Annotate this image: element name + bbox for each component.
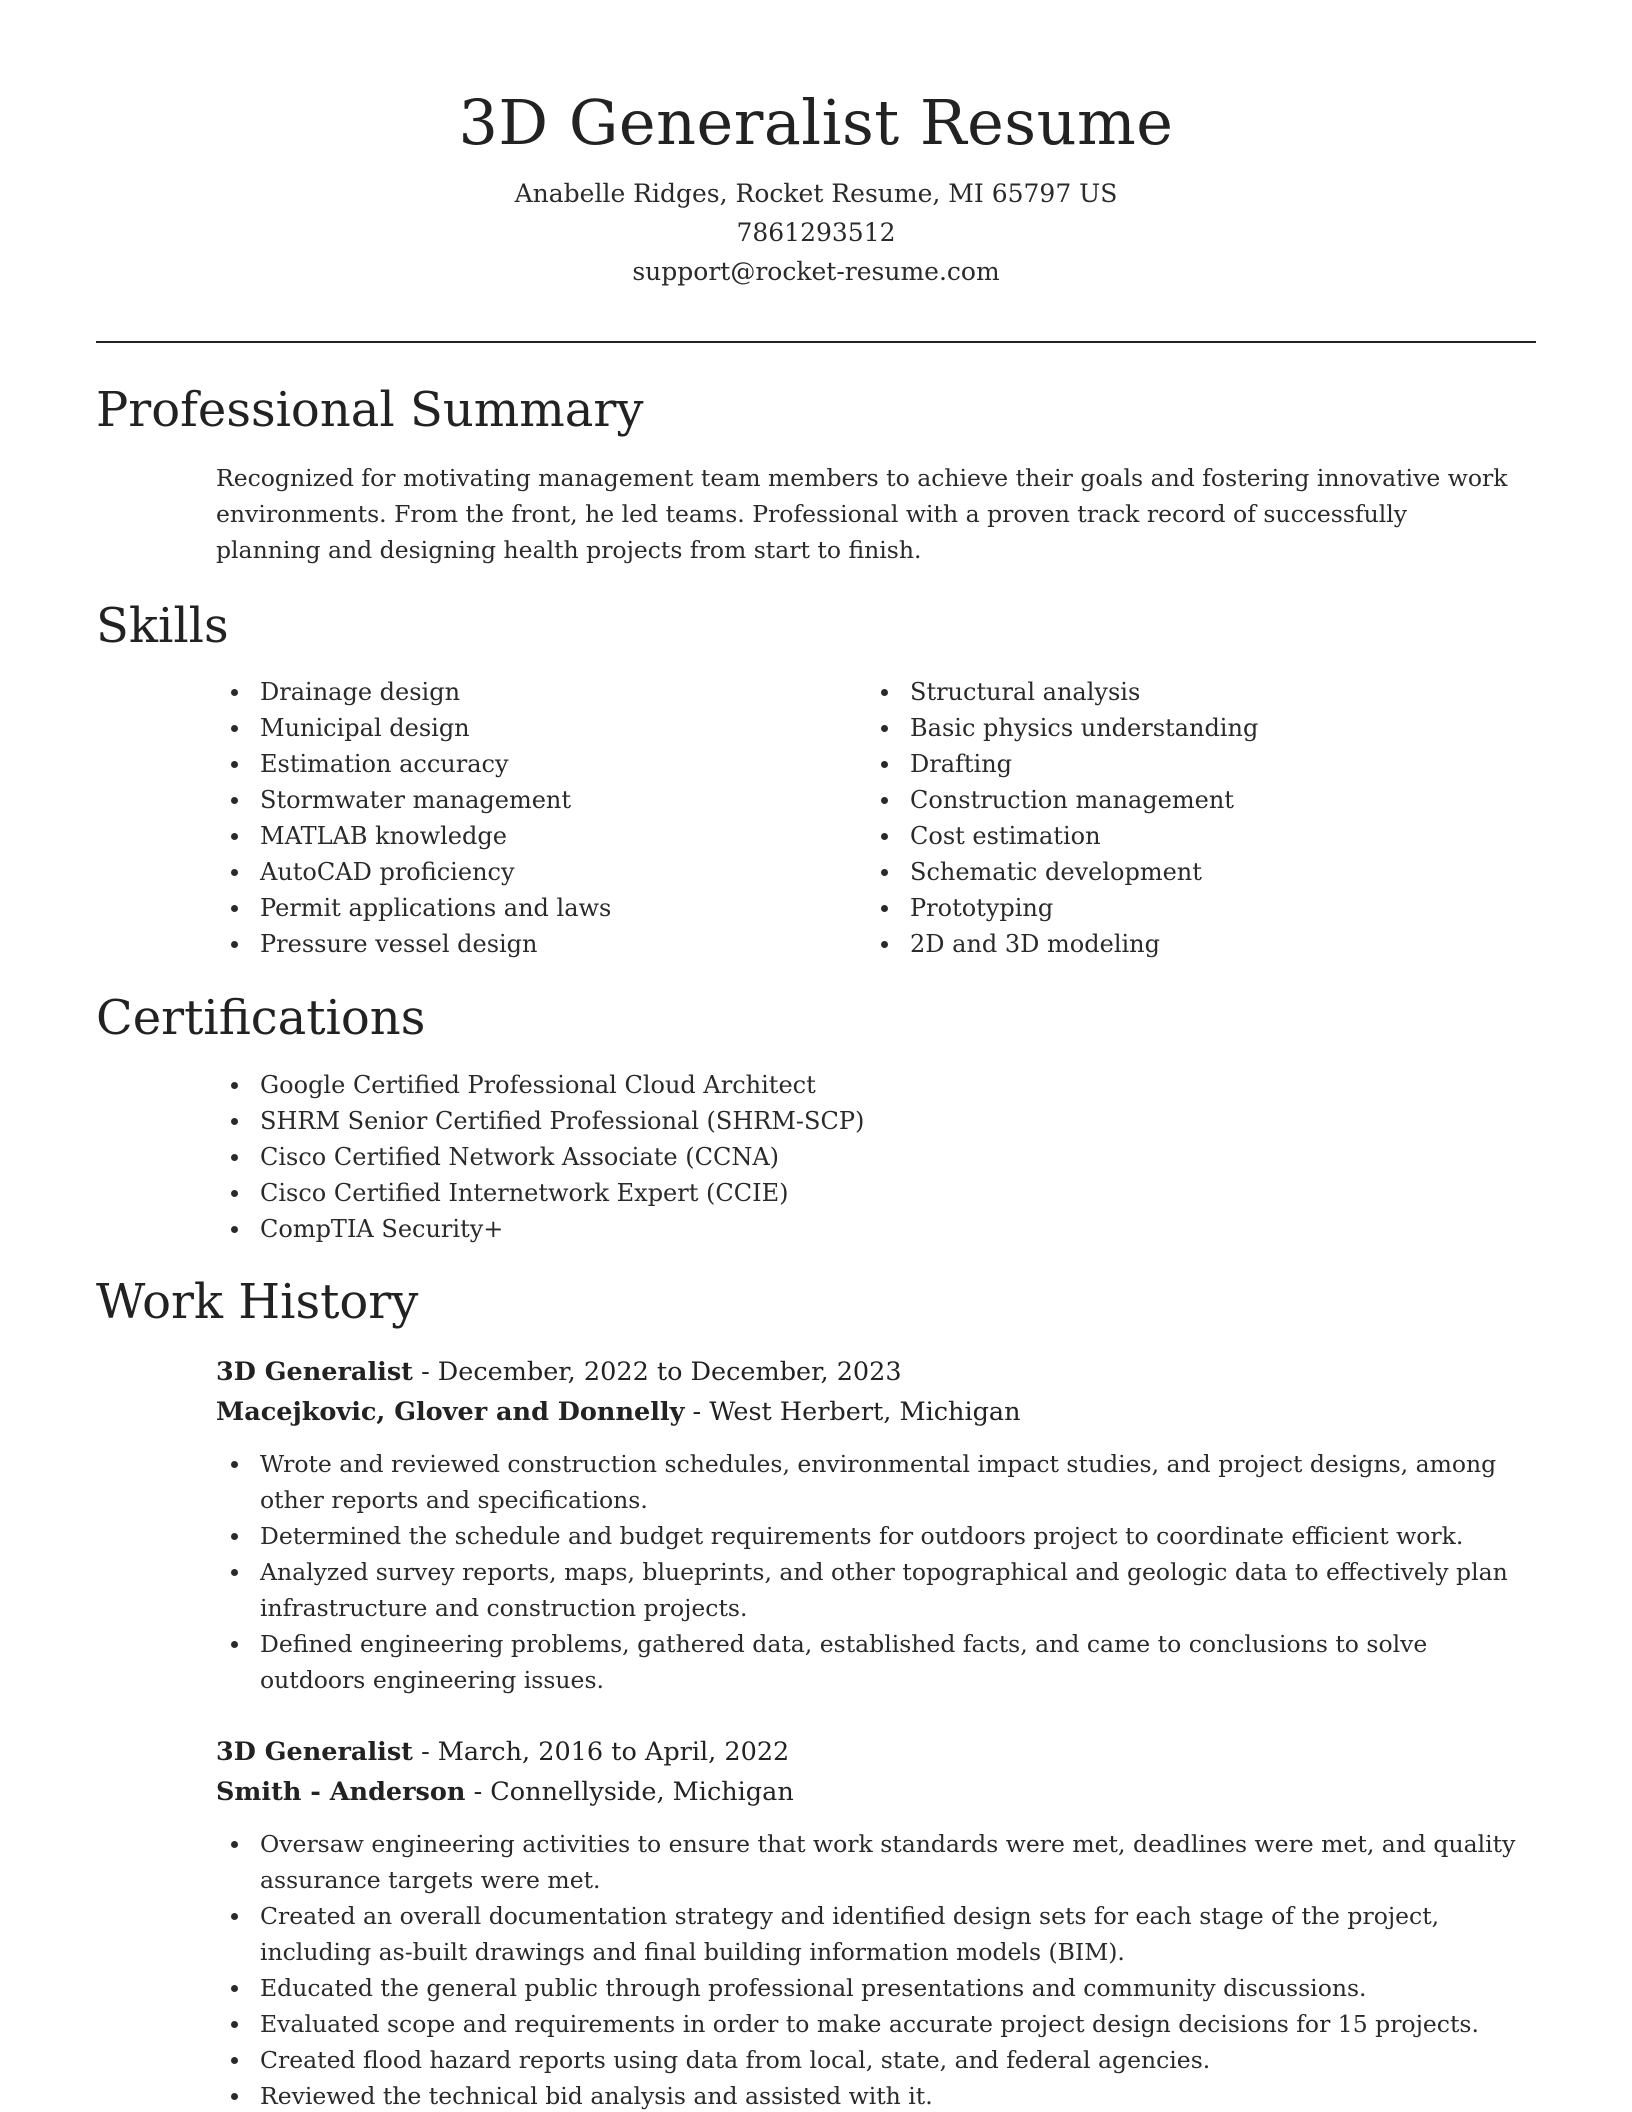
skills-list-left — [216, 674, 836, 962]
certifications-list — [216, 1067, 1516, 1247]
certification-item: Google Certified Professional Cloud Architect — [216, 1067, 1516, 1103]
job-dates: - December, 2022 to December, 2023 — [412, 1357, 902, 1387]
skill-item: Pressure vessel design — [216, 926, 836, 962]
job-bullet: Created flood hazard reports using data from local, state, and federal agencies. — [216, 2042, 1536, 2078]
certification-item: SHRM Senior Certified Professional (SHRM-SCP) — [216, 1103, 1516, 1139]
job-bullet-list — [216, 1446, 1536, 1698]
contact-email: support@rocket-resume.com — [632, 257, 1000, 286]
job-bullet: Defined engineering problems, gathered data, established facts, and came to conclusions to solve outdoors engineering issues. — [216, 1626, 1536, 1698]
job-bullet: Oversaw engineering activities to ensure that work standards were met, deadlines were met, and quality assurance targets were met. — [216, 1826, 1536, 1898]
contact-info — [0, 174, 1632, 291]
skill-item: Stormwater management — [216, 782, 836, 818]
work-history-heading: Work History — [96, 1274, 419, 1330]
summary-heading: Professional Summary — [96, 382, 644, 438]
job-bullet: Reviewed the technical bid analysis and assisted with it. — [216, 2078, 1536, 2112]
skill-item: Structural analysis — [866, 674, 1486, 710]
skill-item: Estimation accuracy — [216, 746, 836, 782]
contact-phone: 7861293512 — [736, 218, 896, 247]
job-bullet: Analyzed survey reports, maps, blueprints, and other topographical and geologic data to effectively plan infrastructure and construction projects. — [216, 1554, 1536, 1626]
skill-item: 2D and 3D modeling — [866, 926, 1486, 962]
job-dates: - March, 2016 to April, 2022 — [412, 1737, 790, 1767]
job-bullet-list — [216, 1826, 1536, 2112]
certification-item: Cisco Certified Network Associate (CCNA) — [216, 1139, 1516, 1175]
skill-item: Cost estimation — [866, 818, 1486, 854]
job-company-line — [216, 1392, 1021, 1432]
job-company-line — [216, 1772, 794, 1812]
certifications-heading: Certifications — [96, 990, 426, 1046]
skill-item: MATLAB knowledge — [216, 818, 836, 854]
job-title-line — [216, 1732, 789, 1772]
certification-item: CompTIA Security+ — [216, 1211, 1516, 1247]
job-bullet: Educated the general public through professional presentations and community discussions. — [216, 1970, 1536, 2006]
contact-address: Anabelle Ridges, Rocket Resume, MI 65797 US — [514, 179, 1118, 208]
certification-item: Cisco Certified Internetwork Expert (CCIE) — [216, 1175, 1516, 1211]
skill-item: Drafting — [866, 746, 1486, 782]
job-bullet: Evaluated scope and requirements in order to make accurate project design decisions for 15 projects. — [216, 2006, 1536, 2042]
skill-item: Basic physics understanding — [866, 710, 1486, 746]
summary-text: Recognized for motivating management team members to achieve their goals and fostering innovative work environments. From the front, he led teams. Professional with a proven track record of successfully planning and designing health projects from start to finish. — [216, 464, 1508, 564]
skill-item: Municipal design — [216, 710, 836, 746]
skill-item: Construction management — [866, 782, 1486, 818]
skills-list-right — [866, 674, 1486, 962]
job-title-line — [216, 1352, 902, 1392]
job-title: 3D Generalist — [216, 1737, 413, 1767]
job-bullet: Determined the schedule and budget requirements for outdoors project to coordinate efficient work. — [216, 1518, 1536, 1554]
job-bullet: Created an overall documentation strategy and identified design sets for each stage of the project, including as-built drawings and final building information models (BIM). — [216, 1898, 1536, 1970]
job-company: Smith - Anderson — [216, 1777, 466, 1807]
job-location: - West Herbert, Michigan — [684, 1397, 1021, 1427]
skill-item: AutoCAD proficiency — [216, 854, 836, 890]
skills-heading: Skills — [96, 598, 229, 654]
resume-header — [0, 82, 1632, 291]
skill-item: Drainage design — [216, 674, 836, 710]
skill-item: Prototyping — [866, 890, 1486, 926]
job-location: - Connellyside, Michigan — [465, 1777, 794, 1807]
resume-title: 3D Generalist Resume — [458, 86, 1174, 159]
job-bullet: Wrote and reviewed construction schedules, environmental impact studies, and project designs, among other reports and specifications. — [216, 1446, 1536, 1518]
job-company: Macejkovic, Glover and Donnelly — [216, 1397, 685, 1427]
skill-item: Schematic development — [866, 854, 1486, 890]
header-divider — [96, 341, 1536, 343]
job-title: 3D Generalist — [216, 1357, 413, 1387]
skill-item: Permit applications and laws — [216, 890, 836, 926]
